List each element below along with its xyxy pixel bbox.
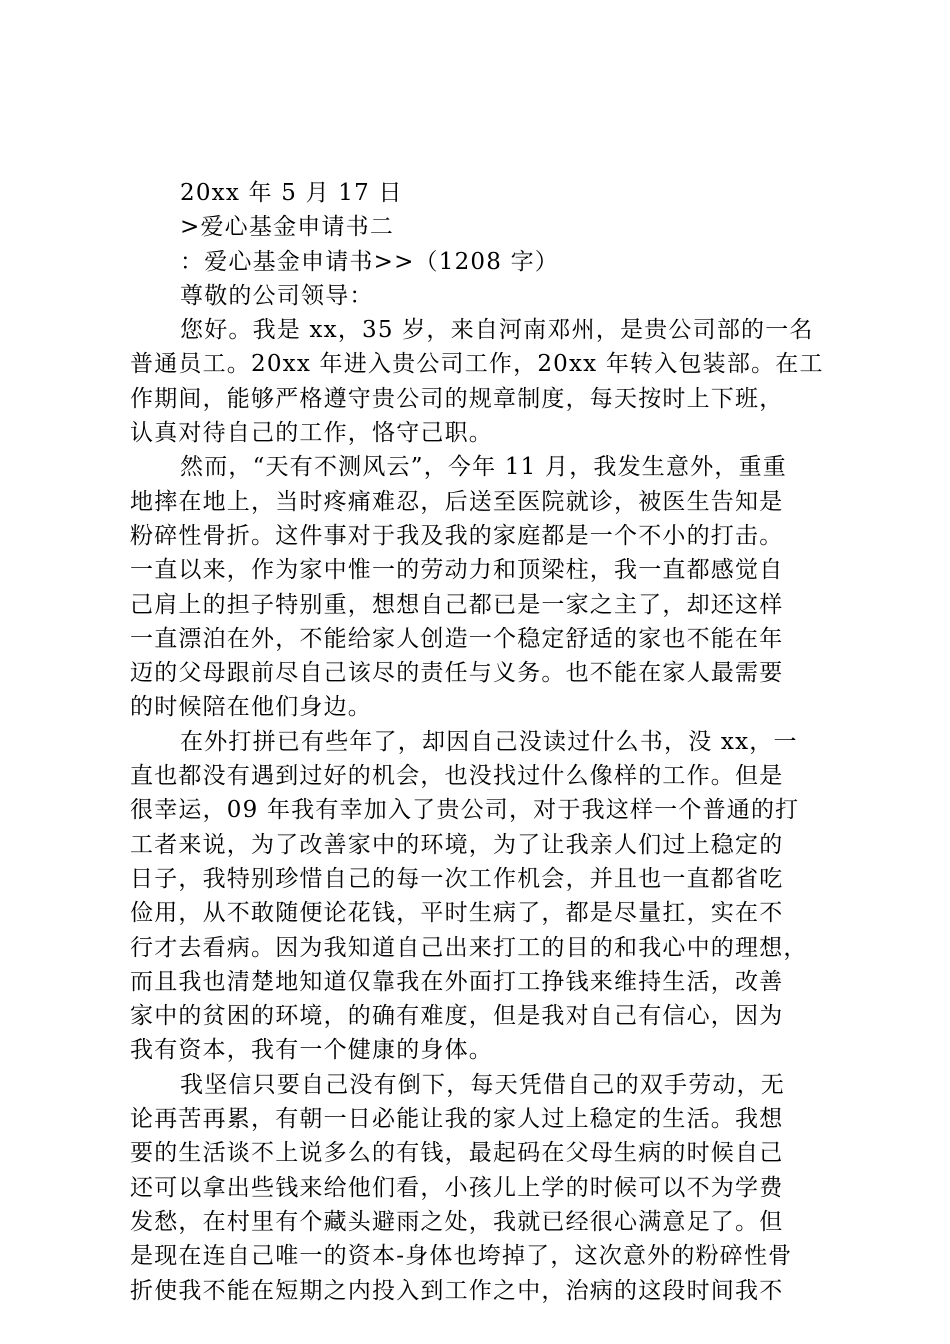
- paragraph-line: 日子，我特别珍惜自己的每一次工作机会，并且也一直都省吃: [130, 865, 784, 892]
- paragraph-3: [130, 725, 830, 1068]
- paragraph-line: 认真对待自己的工作，恪守己职。: [130, 420, 493, 447]
- paragraph-2: [130, 450, 830, 724]
- paragraph-line: 论再苦再累，有朝一日必能让我的家人过上稳定的生活。我想: [130, 1106, 784, 1133]
- paragraph-line: 俭用，从不敢随便论花钱，平时生病了，都是尽量扛，实在不: [130, 900, 784, 927]
- paragraph-line: 一直以来，作为家中惟一的劳动力和顶梁柱，我一直都感觉自: [130, 557, 784, 584]
- paragraph-line: 的时候陪在他们身边。: [130, 694, 372, 721]
- document-body: [130, 176, 830, 1308]
- subtitle-line: ：爱心基金申请书>>（1208 字）: [180, 248, 559, 275]
- paragraph-line: 折使我不能在短期之内投入到工作之中，治病的这段时间我不: [130, 1277, 784, 1304]
- paragraph-line: 我坚信只要自己没有倒下，每天凭借自己的双手劳动，无: [180, 1071, 785, 1098]
- paragraph-line: 我有资本，我有一个健康的身体。: [130, 1037, 493, 1064]
- paragraph-line: 普通员工。20xx 年进入贵公司工作，20xx 年转入包装部。在工: [130, 351, 824, 378]
- paragraph-4: [130, 1068, 830, 1308]
- paragraph-line: 发愁，在村里有个藏头避雨之处，我就已经很心满意足了。但: [130, 1208, 784, 1235]
- paragraph-line: 家中的贫困的环境，的确有难度，但是我对自己有信心，因为: [130, 1003, 784, 1030]
- paragraph-line: 是现在连自己唯一的资本-身体也垮掉了，这次意外的粉碎性骨: [130, 1243, 793, 1270]
- paragraph-line: 而且我也清楚地知道仅靠我在外面打工挣钱来维持生活，改善: [130, 968, 784, 995]
- date-line: 20xx 年 5 月 17 日: [180, 180, 403, 206]
- paragraph-line: 作期间，能够严格遵守贵公司的规章制度，每天按时上下班，: [130, 385, 784, 412]
- paragraph-line: 您好。我是 xx，35 岁，来自河南邓州，是贵公司部的一名: [180, 317, 814, 344]
- paragraph-line: 很幸运，09 年我有幸加入了贵公司，对于我这样一个普通的打: [130, 797, 800, 824]
- paragraph-line: 要的生活谈不上说多么的有钱，最起码在父母生病的时候自己: [130, 1140, 784, 1167]
- paragraph-1: [130, 313, 830, 450]
- paragraph-line: 己肩上的担子特别重，想想自己都已是一家之主了，却还这样: [130, 591, 784, 618]
- salutation: 尊敬的公司领导：: [180, 282, 374, 309]
- title-line: >爱心基金申请书二: [180, 214, 395, 241]
- paragraph-line: 在外打拼已有些年了，却因自己没读过什么书，没 xx，一: [180, 728, 798, 755]
- paragraph-line: 地摔在地上，当时疼痛难忍，后送至医院就诊，被医生告知是: [130, 488, 784, 515]
- paragraph-line: 直也都没有遇到过好的机会，也没找过什么像样的工作。但是: [130, 763, 784, 790]
- paragraph-line: 迈的父母跟前尽自己该尽的责任与义务。也不能在家人最需要: [130, 660, 784, 687]
- paragraph-line: 行才去看病。因为我知道自己出来打工的目的和我心中的理想，: [130, 934, 808, 961]
- paragraph-line: 粉碎性骨折。这件事对于我及我的家庭都是一个不小的打击。: [130, 522, 784, 549]
- paragraph-line: 工者来说，为了改善家中的环境，为了让我亲人们过上稳定的: [130, 831, 784, 858]
- paragraph-line: 还可以拿出些钱来给他们看，小孩儿上学的时候可以不为学费: [130, 1174, 784, 1201]
- paragraph-line: 一直漂泊在外，不能给家人创造一个稳定舒适的家也不能在年: [130, 625, 784, 652]
- paragraph-line: 然而，“天有不测风云”，今年 11 月，我发生意外，重重: [180, 454, 788, 481]
